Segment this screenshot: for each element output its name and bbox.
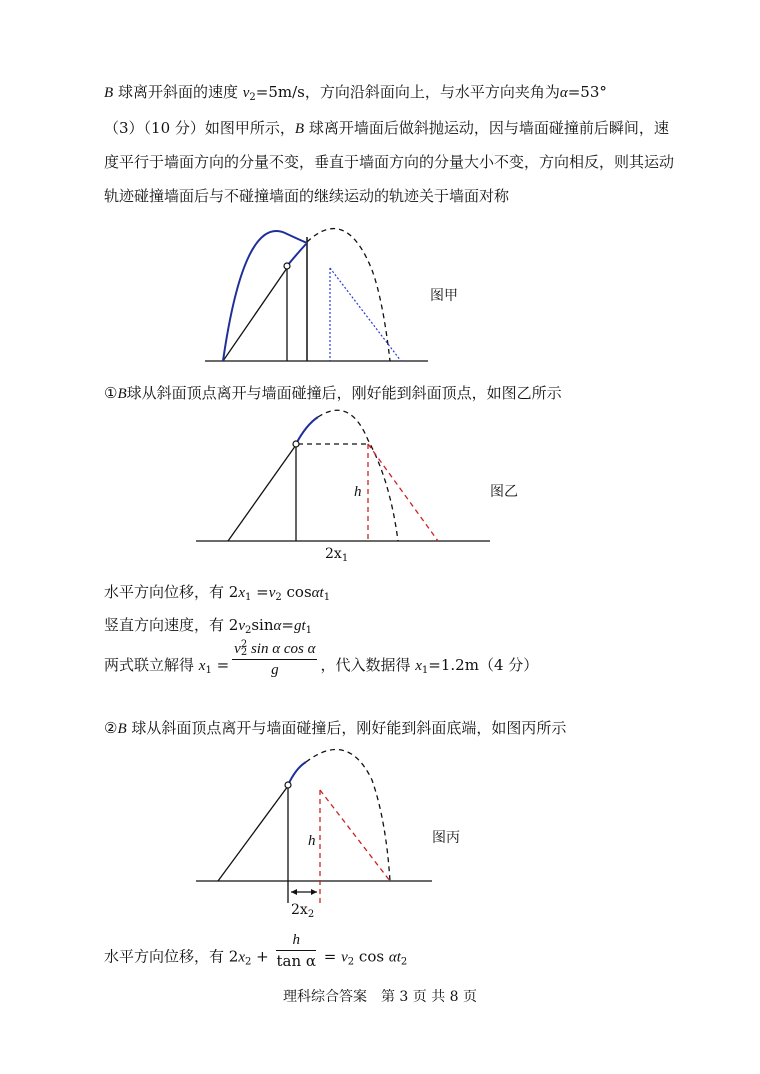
text-var: v (234, 641, 241, 657)
text-var: x (198, 658, 206, 674)
x-label-sub: 2 (307, 909, 315, 920)
text: cos (281, 583, 312, 601)
text-var: αt (311, 585, 324, 601)
text: （3）（10 分）如图甲所示， (104, 119, 295, 137)
figure-label: 图乙 (490, 484, 518, 500)
x-label-sub: 1 (341, 553, 349, 564)
blue-trajectory-start (287, 244, 306, 266)
text-var: α (273, 618, 282, 634)
text-sup: 2 (240, 639, 248, 650)
h-label: h (308, 833, 316, 849)
red-dashed-diagonal (368, 444, 438, 541)
dashed-trajectory (306, 750, 390, 881)
text-var: v (268, 585, 276, 601)
ball-point (293, 441, 299, 447)
text: 球从斜面顶点离开与墙面碰撞后，刚好能到斜面顶点，如图乙所示 (126, 384, 562, 402)
text: =53° (567, 83, 607, 101)
text-sub: 2 (347, 956, 355, 968)
text: 两式联立解得 (104, 656, 199, 674)
text-var: x (238, 585, 245, 601)
text: sin α cos α (247, 641, 316, 657)
text-var: B (117, 721, 127, 737)
arrow-left-icon (291, 889, 297, 895)
text-sub: 2 (249, 92, 256, 103)
h-label: h (354, 484, 362, 500)
dashed-trajectory (318, 410, 398, 541)
dotted-diagonal (330, 268, 401, 361)
x-label-main: 2x (325, 546, 342, 562)
text-line-3: 度平行于墙面方向的分量不变，垂直于墙面方向的分量大小不变，方向相反，则其运动 (104, 153, 675, 171)
text-var: αt (388, 949, 401, 966)
text-sub: 1 (323, 592, 331, 603)
text-var: B (294, 121, 305, 137)
text-sub: 1 (421, 665, 429, 676)
text-sub: 2 (275, 592, 282, 603)
red-dashed-diagonal (320, 790, 390, 881)
text-sub: 2 (400, 956, 408, 968)
figure-yi (196, 410, 518, 564)
text: = (211, 656, 230, 674)
fraction-denominator: tan α (276, 952, 316, 970)
text: = (319, 947, 342, 966)
text: = (251, 583, 269, 601)
text-sub: 1 (244, 592, 252, 603)
figure-label: 图甲 (430, 288, 458, 304)
text-sub: 2 (244, 625, 252, 636)
text: =5m/s，方向沿斜面向上，与水平方向夹角为 (255, 83, 560, 101)
text: ② (104, 719, 118, 737)
text-var: v (341, 949, 348, 966)
x-label (325, 546, 348, 564)
x-label (291, 902, 314, 920)
fraction-numerator: h (276, 931, 316, 951)
text: sin (251, 616, 274, 634)
text: + (251, 947, 274, 966)
text-sub: 2 (244, 956, 252, 968)
text-sub: 1 (305, 625, 313, 636)
incline-line (218, 786, 288, 881)
text-sub: 1 (205, 665, 212, 676)
text-var: v (238, 618, 245, 634)
text: ，代入数据得 (320, 656, 416, 674)
blue-trajectory (223, 231, 307, 361)
ball-point (284, 263, 290, 269)
text-line-4: 轨迹碰撞墙面后与不碰撞墙面的继续运动的轨迹关于墙面对称 (104, 187, 510, 205)
text: cos (354, 947, 389, 966)
arrow-right-icon (311, 889, 317, 895)
text: ① (104, 384, 118, 402)
text-sub: 2 (240, 647, 248, 658)
fraction-denominator: g (271, 662, 279, 678)
blue-trajectory (288, 762, 306, 785)
text-var: gt (293, 618, 306, 634)
text: 水平方向位移，有 2 (104, 947, 239, 966)
text: 球离开墙面后做斜抛运动，因与墙面碰撞前后瞬间，速 (304, 119, 669, 137)
text-var: x (238, 949, 245, 966)
blue-trajectory (296, 417, 318, 444)
text-var: B (104, 85, 114, 101)
text: 球从斜面顶点离开与墙面碰撞后，刚好能到斜面底端，如图丙所示 (126, 719, 567, 737)
text-var: B (117, 386, 127, 402)
text: 竖直方向速度，有 2 (104, 616, 239, 634)
text: =1.2m（4 分） (428, 656, 539, 674)
figure-label: 图丙 (432, 830, 460, 846)
text-var: α (559, 85, 568, 101)
incline-line (223, 268, 287, 361)
figure-jia (205, 229, 458, 361)
text: 球离开斜面的速度 (113, 83, 243, 101)
ball-point (285, 782, 291, 788)
dashed-trajectory (307, 229, 390, 361)
text-var: x (415, 658, 422, 674)
text: 水平方向位移，有 2 (104, 583, 239, 601)
figure-bing (196, 750, 460, 920)
text-var: v (242, 85, 250, 101)
x-label-main: 2x (291, 902, 308, 918)
text: = (281, 616, 294, 634)
page-footer: 理科综合答案 第 3 页 共 8 页 (282, 989, 478, 1005)
incline-line (228, 445, 296, 541)
